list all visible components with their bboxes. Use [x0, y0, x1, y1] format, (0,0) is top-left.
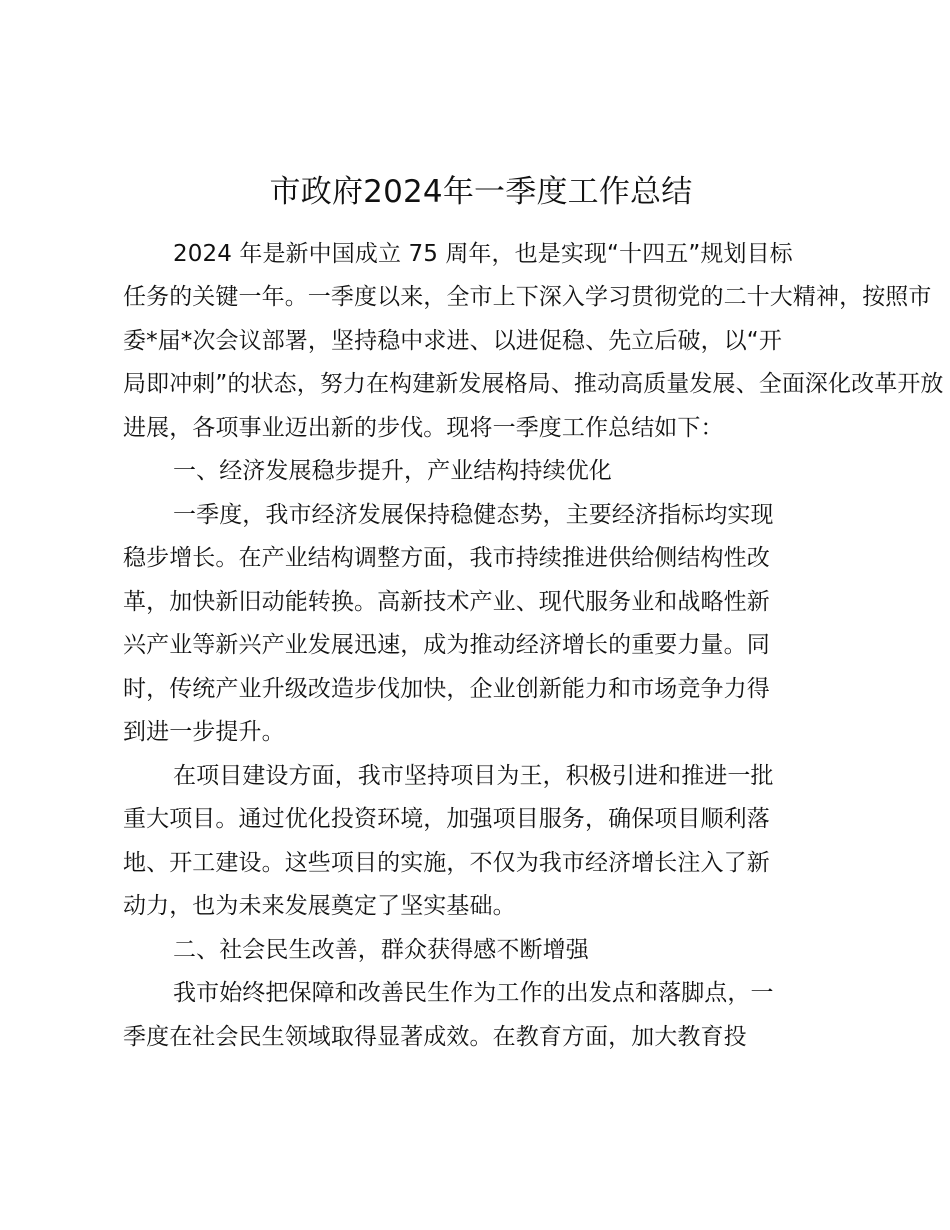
paragraph-line: 在项目建设方面，我市坚持项目为王，积极引进和推进一批 — [173, 763, 774, 789]
section-heading: 一、经济发展稳步提升，产业结构持续优化 — [173, 458, 612, 484]
paragraph-line: 时，传统产业升级改造步伐加快，企业创新能力和市场竞争力得 — [123, 676, 770, 702]
paragraph-line: 重大项目。通过优化投资环境，加强项目服务，确保项目顺利落 — [123, 806, 770, 832]
paragraph-line: 委*届*次会议部署，坚持稳中求进、以进促稳、先立后破，以“开 — [123, 328, 782, 354]
paragraph-line: 革，加快新旧动能转换。高新技术产业、现代服务业和战略性新 — [123, 589, 770, 615]
paragraph-line: 进展，各项事业迈出新的步伐。现将一季度工作总结如下： — [123, 415, 724, 441]
paragraph-line: 任务的关键一年。一季度以来，全市上下深入学习贯彻党的二十大精神，按照市 — [123, 284, 932, 310]
paragraph-line: 兴产业等新兴产业发展迅速，成为推动经济增长的重要力量。同 — [123, 632, 770, 658]
paragraph-line: 我市始终把保障和改善民生作为工作的出发点和落脚点，一 — [173, 980, 774, 1006]
section-heading: 二、社会民生改善，群众获得感不断增强 — [173, 937, 589, 963]
paragraph-line: 2024 年是新中国成立 75 周年，也是实现“十四五”规划目标 — [173, 241, 793, 267]
document-title: 市政府2024年一季度工作总结 — [269, 174, 693, 210]
paragraph-line: 动力，也为未来发展奠定了坚实基础。 — [123, 893, 516, 919]
paragraph-line: 地、开工建设。这些项目的实施，不仅为我市经济增长注入了新 — [123, 850, 770, 876]
paragraph-line: 季度在社会民生领域取得显著成效。在教育方面，加大教育投 — [123, 1024, 747, 1050]
paragraph-line: 一季度，我市经济发展保持稳健态势，主要经济指标均实现 — [173, 502, 774, 528]
paragraph-line: 局即冲刺”的状态，努力在构建新发展格局、推动高质量发展、全面深化改革开放 — [123, 371, 944, 397]
paragraph-line: 到进一步提升。 — [123, 719, 285, 745]
paragraph-line: 稳步增长。在产业结构调整方面，我市持续推进供给侧结构性改 — [123, 545, 770, 571]
